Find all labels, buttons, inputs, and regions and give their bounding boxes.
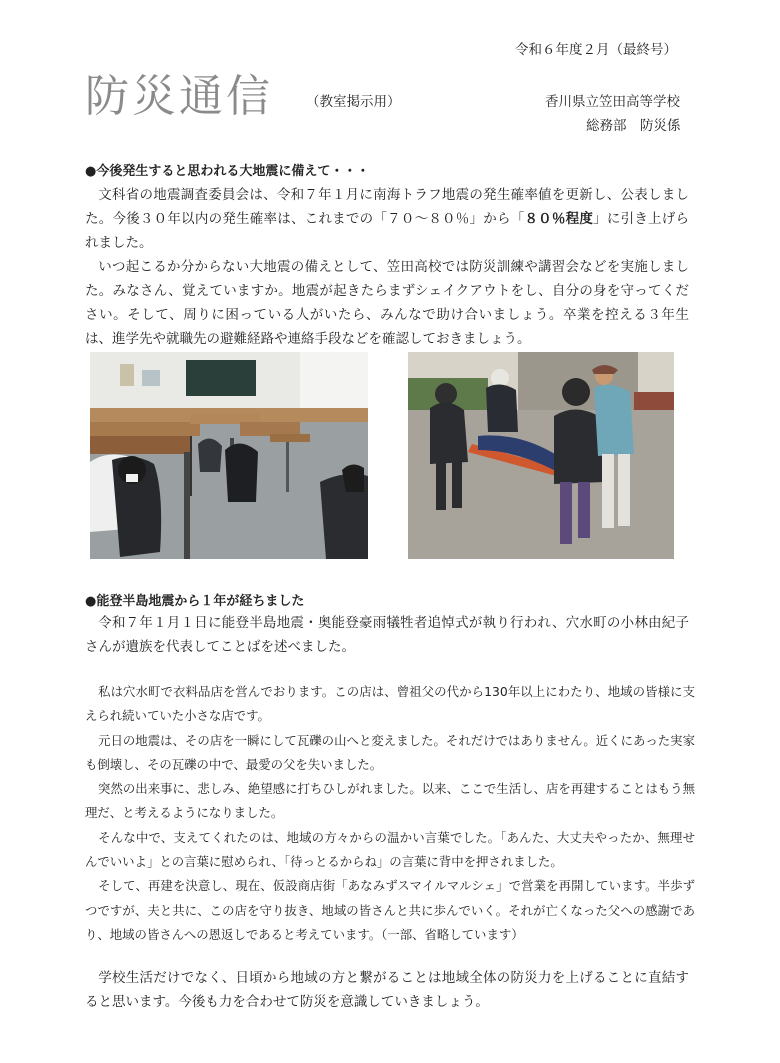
paragraph-closing — [85, 966, 689, 1014]
paragraph-probability — [85, 183, 689, 255]
photo-shakeout-drill — [90, 352, 368, 559]
quote-text: 私は穴水町で衣料品店を営んでおります。この店は、曾祖父の代から130年以上にわたり、地域の皆様に支えられ続いていた小さな店です。 — [85, 684, 695, 724]
classroom-illustration — [90, 352, 368, 559]
quote-paragraph — [85, 874, 695, 947]
department-name: 総務部 防災係 — [586, 118, 681, 134]
paragraph-text: 」に引き上げられました。 — [85, 211, 690, 251]
paragraph-text: 令和７年１月１日に能登半島地震・奥能登豪雨犠牲者追悼式が執り行われ、穴水町の小林由紀子さんが遺族を代表してことばを述べました。 — [85, 615, 689, 655]
quote-text: そんな中で、支えてくれたのは、地域の方々からの温かい言葉でした。「あんた、大丈夫やったか、無理せんでいいよ」との言葉に慰められ、「待っとるからね」の言葉に背中を押されました。 — [85, 829, 695, 870]
paragraph-text: 文科省の地震調査委員会は、令和７年１月に南海トラフ地震の発生確率値を更新し、公表しました。今後３０年以内の発生確率は、これまでの「７０～８０％」から「 — [85, 187, 689, 227]
school-name: 香川県立笠田高等学校 — [545, 94, 680, 110]
quote-text: 突然の出来事に、悲しみ、絶望感に打ちひしがれました。以来、ここで生活し、店を再建することはもう無理だ、と考えるようになりました。 — [85, 781, 695, 821]
paragraph-text: いつ起こるか分からない大地震の備えとして、笠田高校では防災訓練や講習会などを実施しました。みなさん、覚えていますか。地震が起きたらまずシェイクアウトをし、自分の身を守ってください。そして、周りに困っている人がいたら、みんなで助け合いましょう。卒業を控える３年生は、進学先や就職先の避難経路や連絡手段などを確認しておきましょう。 — [85, 259, 689, 347]
quote-text: 元日の地震は、その店を一瞬にして瓦礫の山へと変えました。それだけではありません。近くにあった実家も倒壊し、その瓦礫の中で、最愛の父を失いました。 — [85, 732, 695, 772]
quote-text: そして、再建を決意し、現在、仮設商店街「あなみずスマイルマルシェ」で営業を再開しています。半歩ずつですが、夫と共に、この店を守り抜き、地域の皆さんと共に歩んでいく。それが亡くなった父への感謝であり、地域の皆さんへの恩返しであると考えています。（一部、省略しています） — [85, 878, 695, 942]
usage-note: （教室掲示用） — [306, 94, 401, 110]
quote-paragraph — [85, 680, 695, 729]
section-heading-earthquake-prep: ●今後発生すると思われる大地震に備えて・・・ — [85, 164, 370, 179]
speech-quote — [85, 680, 695, 947]
issue-label: 令和６年度２月（最終号） — [515, 42, 677, 58]
newsletter-title: 防災通信 — [85, 71, 273, 122]
section-heading-noto: ●能登半島地震から１年が経ちました — [85, 594, 305, 609]
highlight-probability: ８０％程度 — [524, 211, 594, 227]
paragraph-text: 学校生活だけでなく、日頃から地域の方と繋がることは地域全体の防災力を上げることに直結すると思います。今後も力を合わせて防災を意識していきましょう。 — [85, 970, 689, 1010]
quote-paragraph — [85, 777, 695, 826]
quote-paragraph — [85, 826, 695, 875]
photo-stretcher-drill — [408, 352, 674, 559]
paragraph-memorial — [85, 611, 689, 659]
quote-paragraph — [85, 729, 695, 778]
paragraph-preparation — [85, 255, 689, 351]
stretcher-illustration — [408, 352, 674, 559]
